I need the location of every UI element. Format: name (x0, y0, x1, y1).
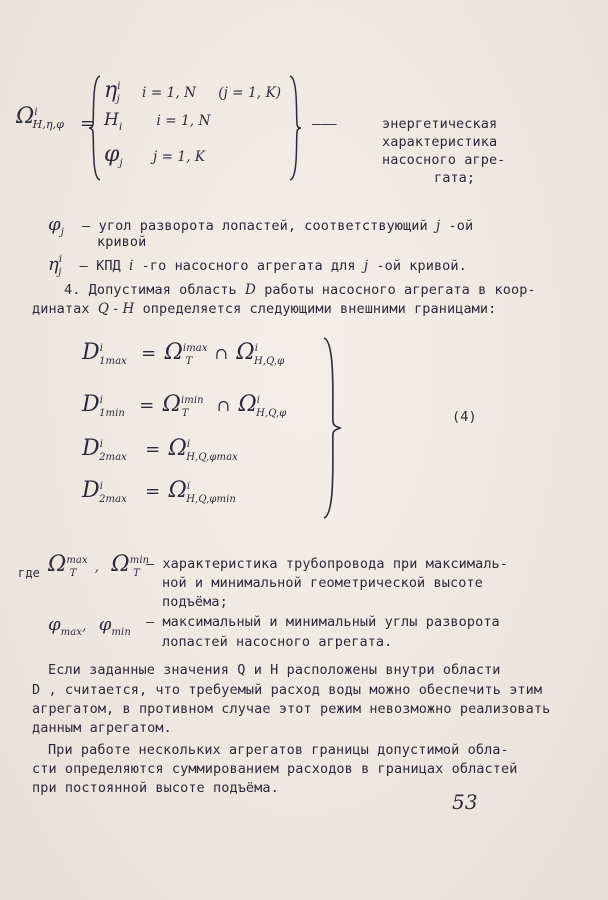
page-number: 53 (452, 790, 478, 814)
formula1-eq: = (80, 113, 96, 134)
system4-row3: $D^i_{2max} = \Omega^i_{H,Q,\varphi max}$ (82, 436, 238, 463)
def-omega-text-3: подъёма; (162, 594, 228, 610)
formula1-desc-2: характеристика (382, 134, 498, 150)
formula1-row3: $\varphi_j$ j = 1, K (104, 142, 206, 169)
system4-row2: $D^i_{1min} = \Omega^{imin}_T$ ∩ $\Omega^i_{H,Q,\varphi}$ (82, 392, 287, 419)
para5-line3: агрегатом, в противном случае этот режим невозможно реализовать (32, 701, 551, 717)
system4-row4: $D^i_{2max} = \Omega^i_{H,Q,\varphi min}$ (82, 478, 236, 505)
def-phi-j-cont: кривой (97, 234, 147, 250)
formula1-desc-1: энергетическая (382, 116, 498, 132)
formula1-row1: $\eta^i_j$ i = 1, N (j = 1, K) (104, 78, 282, 105)
para4-line2: динатах Q - H определяется следующими внешними границами: (32, 301, 497, 317)
para6-line3: при постоянной высоте подъёма. (32, 780, 279, 796)
para6-line2: сти определяются суммированием расходов в границах областей (32, 761, 518, 777)
para6-line1: При работе нескольких агрегатов границы допустимой обла- (48, 742, 509, 758)
equation-number-4: (4) (452, 409, 477, 425)
para4-line1: 4. Допустимая область D работы насосного агрегата в коор- (64, 282, 536, 298)
def-omega-text-1: – характеристика трубопровода при максималь- (146, 556, 509, 572)
formula1-desc-3: насосного агре- (382, 152, 506, 168)
def-omega-text-2: ной и минимальной геометрической высоте (162, 575, 483, 591)
where-label: где (18, 566, 40, 580)
system4-row1: $D^i_{1max} = \Omega^{imax}_T$ ∩ $\Omega^i_{H,Q,\varphi}$ (82, 340, 285, 367)
formula1-desc-4: гата; (434, 170, 476, 186)
formula1-lhs: $\Omega^i_{H,\eta,\varphi}$ (16, 104, 65, 131)
def-phi-text-2: лопастей насосного агрегата. (162, 634, 393, 650)
formula1-dash: ——— (312, 116, 337, 132)
formula1-row2: $H_i$ i = 1, N (104, 110, 211, 133)
para5-line4: данным агрегатом. (32, 720, 172, 736)
formula1-right-brace (288, 74, 302, 182)
para5-line2: D , считается, что требуемый расход воды можно обеспечить этим (32, 682, 543, 698)
def-eta-ij: $\eta^i_j$ – КПД i -го насосного агрегата для j -ой кривой. (48, 254, 467, 278)
def-phi-j: $\varphi_j$ – угол разворота лопастей, соответствующий j -ой (48, 214, 474, 238)
def-phi-text-1: – максимальный и минимальный углы разворота (146, 614, 500, 630)
system4-right-brace (322, 336, 342, 520)
formula1-left-brace (88, 74, 102, 182)
para5-line1: Если заданные значения Q и H расположены внутри области (48, 662, 501, 678)
def-phi-max-min: $\varphi_{max}$, $\varphi_{min}$ (48, 614, 131, 638)
def-omega-t: $\Omega^{max}_T$ , $\Omega^{min}_T$ (48, 552, 150, 579)
